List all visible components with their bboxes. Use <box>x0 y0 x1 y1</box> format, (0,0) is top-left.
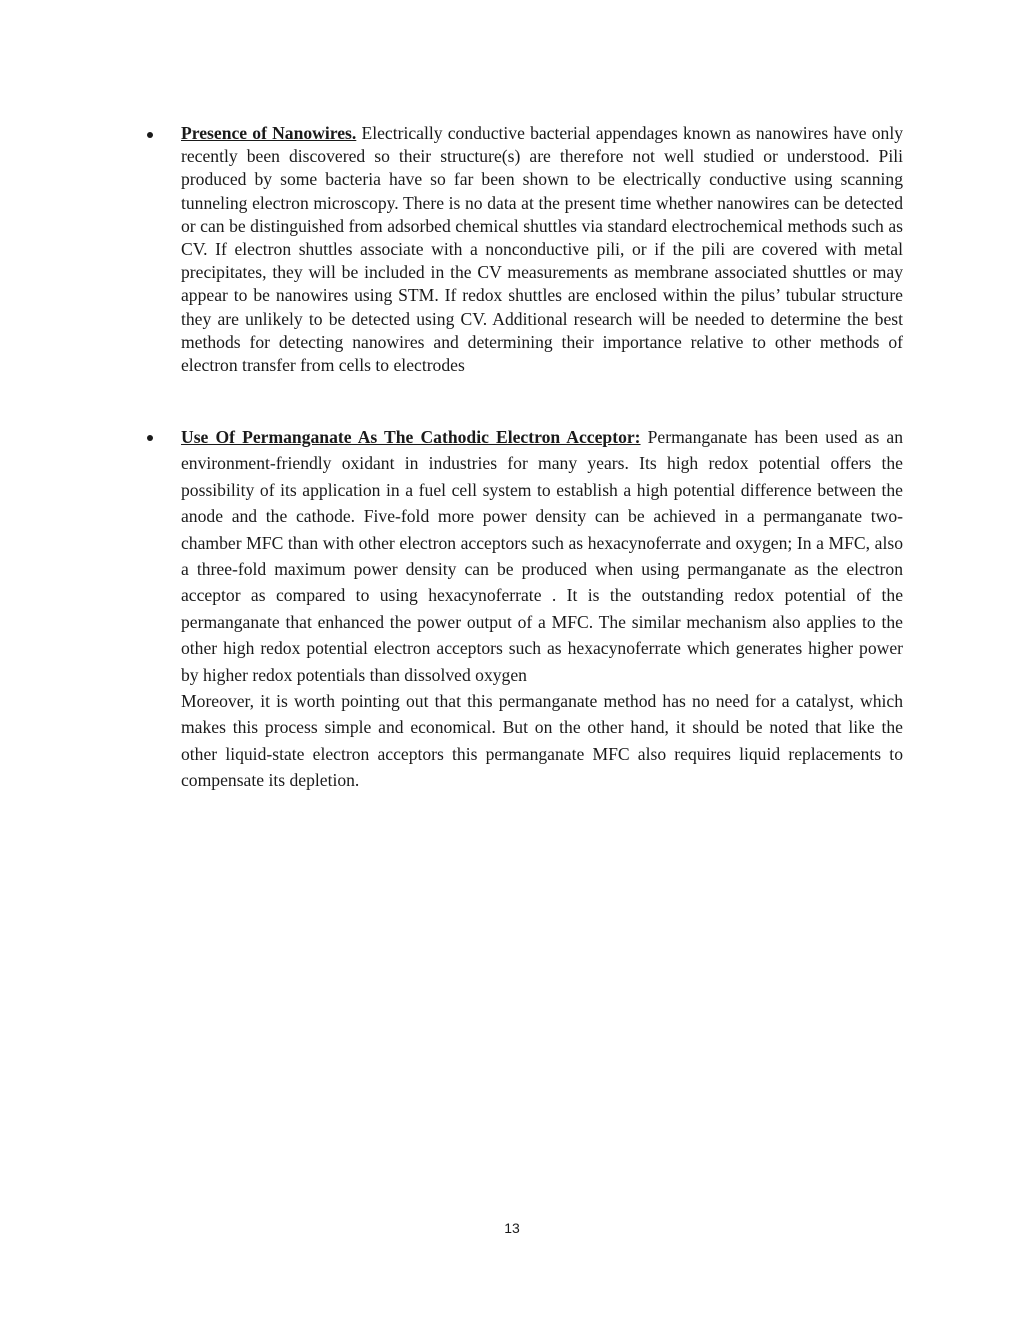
bullet-item-permanganate <box>181 424 903 794</box>
bullet-dot-icon <box>147 435 153 441</box>
paragraph-permanganate <box>181 424 903 688</box>
body-text-nanowires: Electrically conductive bacterial appendages known as nanowires have only recently been discovered so their structure(s) are therefore not well studied or understood. Pili produced by some bacteria have so far been shown to be electrically conductive using scanning tunneling electron microscopy. There is no data at the present time whether nanowires can be detected or can be distinguished from adsorbed chemical shuttles via standard electrochemical methods such as CV. If electron shuttles associate with a nonconductive pili, or if the pili are covered with metal precipitates, they will be included in the CV measurements as membrane associated shuttles or may appear to be nanowires using STM. If redox shuttles are enclosed within the pilus’ tubular structure they are unlikely to be detected using CV. Additional research will be needed to determine the best methods for detecting nanowires and determining their importance relative to other methods of electron transfer from cells to electrodes <box>181 123 903 376</box>
heading-permanganate: Use Of Permanganate As The Cathodic Electron Acceptor: <box>181 427 641 447</box>
bullet-item-nanowires <box>181 122 903 377</box>
body-text-permanganate: Permanganate has been used as an environment-friendly oxidant in industries for many years. Its high redox potential offers the possibility of its application in a fuel cell system to establish a high potential difference between the anode and the cathode. Five-fold more power density can be achieved in a permanganate two-chamber MFC than with other electron acceptors such as hexacynoferrate and oxygen; In a MFC, also a three-fold maximum power density can be produced when using permanganate as the electron acceptor as compared to using hexacynoferrate . It is the outstanding redox potential of the permanganate that enhanced the power output of a MFC. The similar mechanism also applies to the other high redox potential electron acceptors such as hexacynoferrate which generates higher power by higher redox potentials than dissolved oxygen <box>181 427 903 685</box>
paragraph-nanowires <box>181 122 903 377</box>
page-number: 13 <box>504 1220 520 1236</box>
bullet-dot-icon <box>147 132 153 138</box>
heading-nanowires: Presence of Nanowires. <box>181 123 357 143</box>
paragraph-permanganate-continued: Moreover, it is worth pointing out that this permanganate method has no need for a catalyst, which makes this process simple and economical. But on the other hand, it should be noted that like the other liquid-state electron acceptors this permanganate MFC also requires liquid replacements to compensate its depletion. <box>181 691 903 791</box>
